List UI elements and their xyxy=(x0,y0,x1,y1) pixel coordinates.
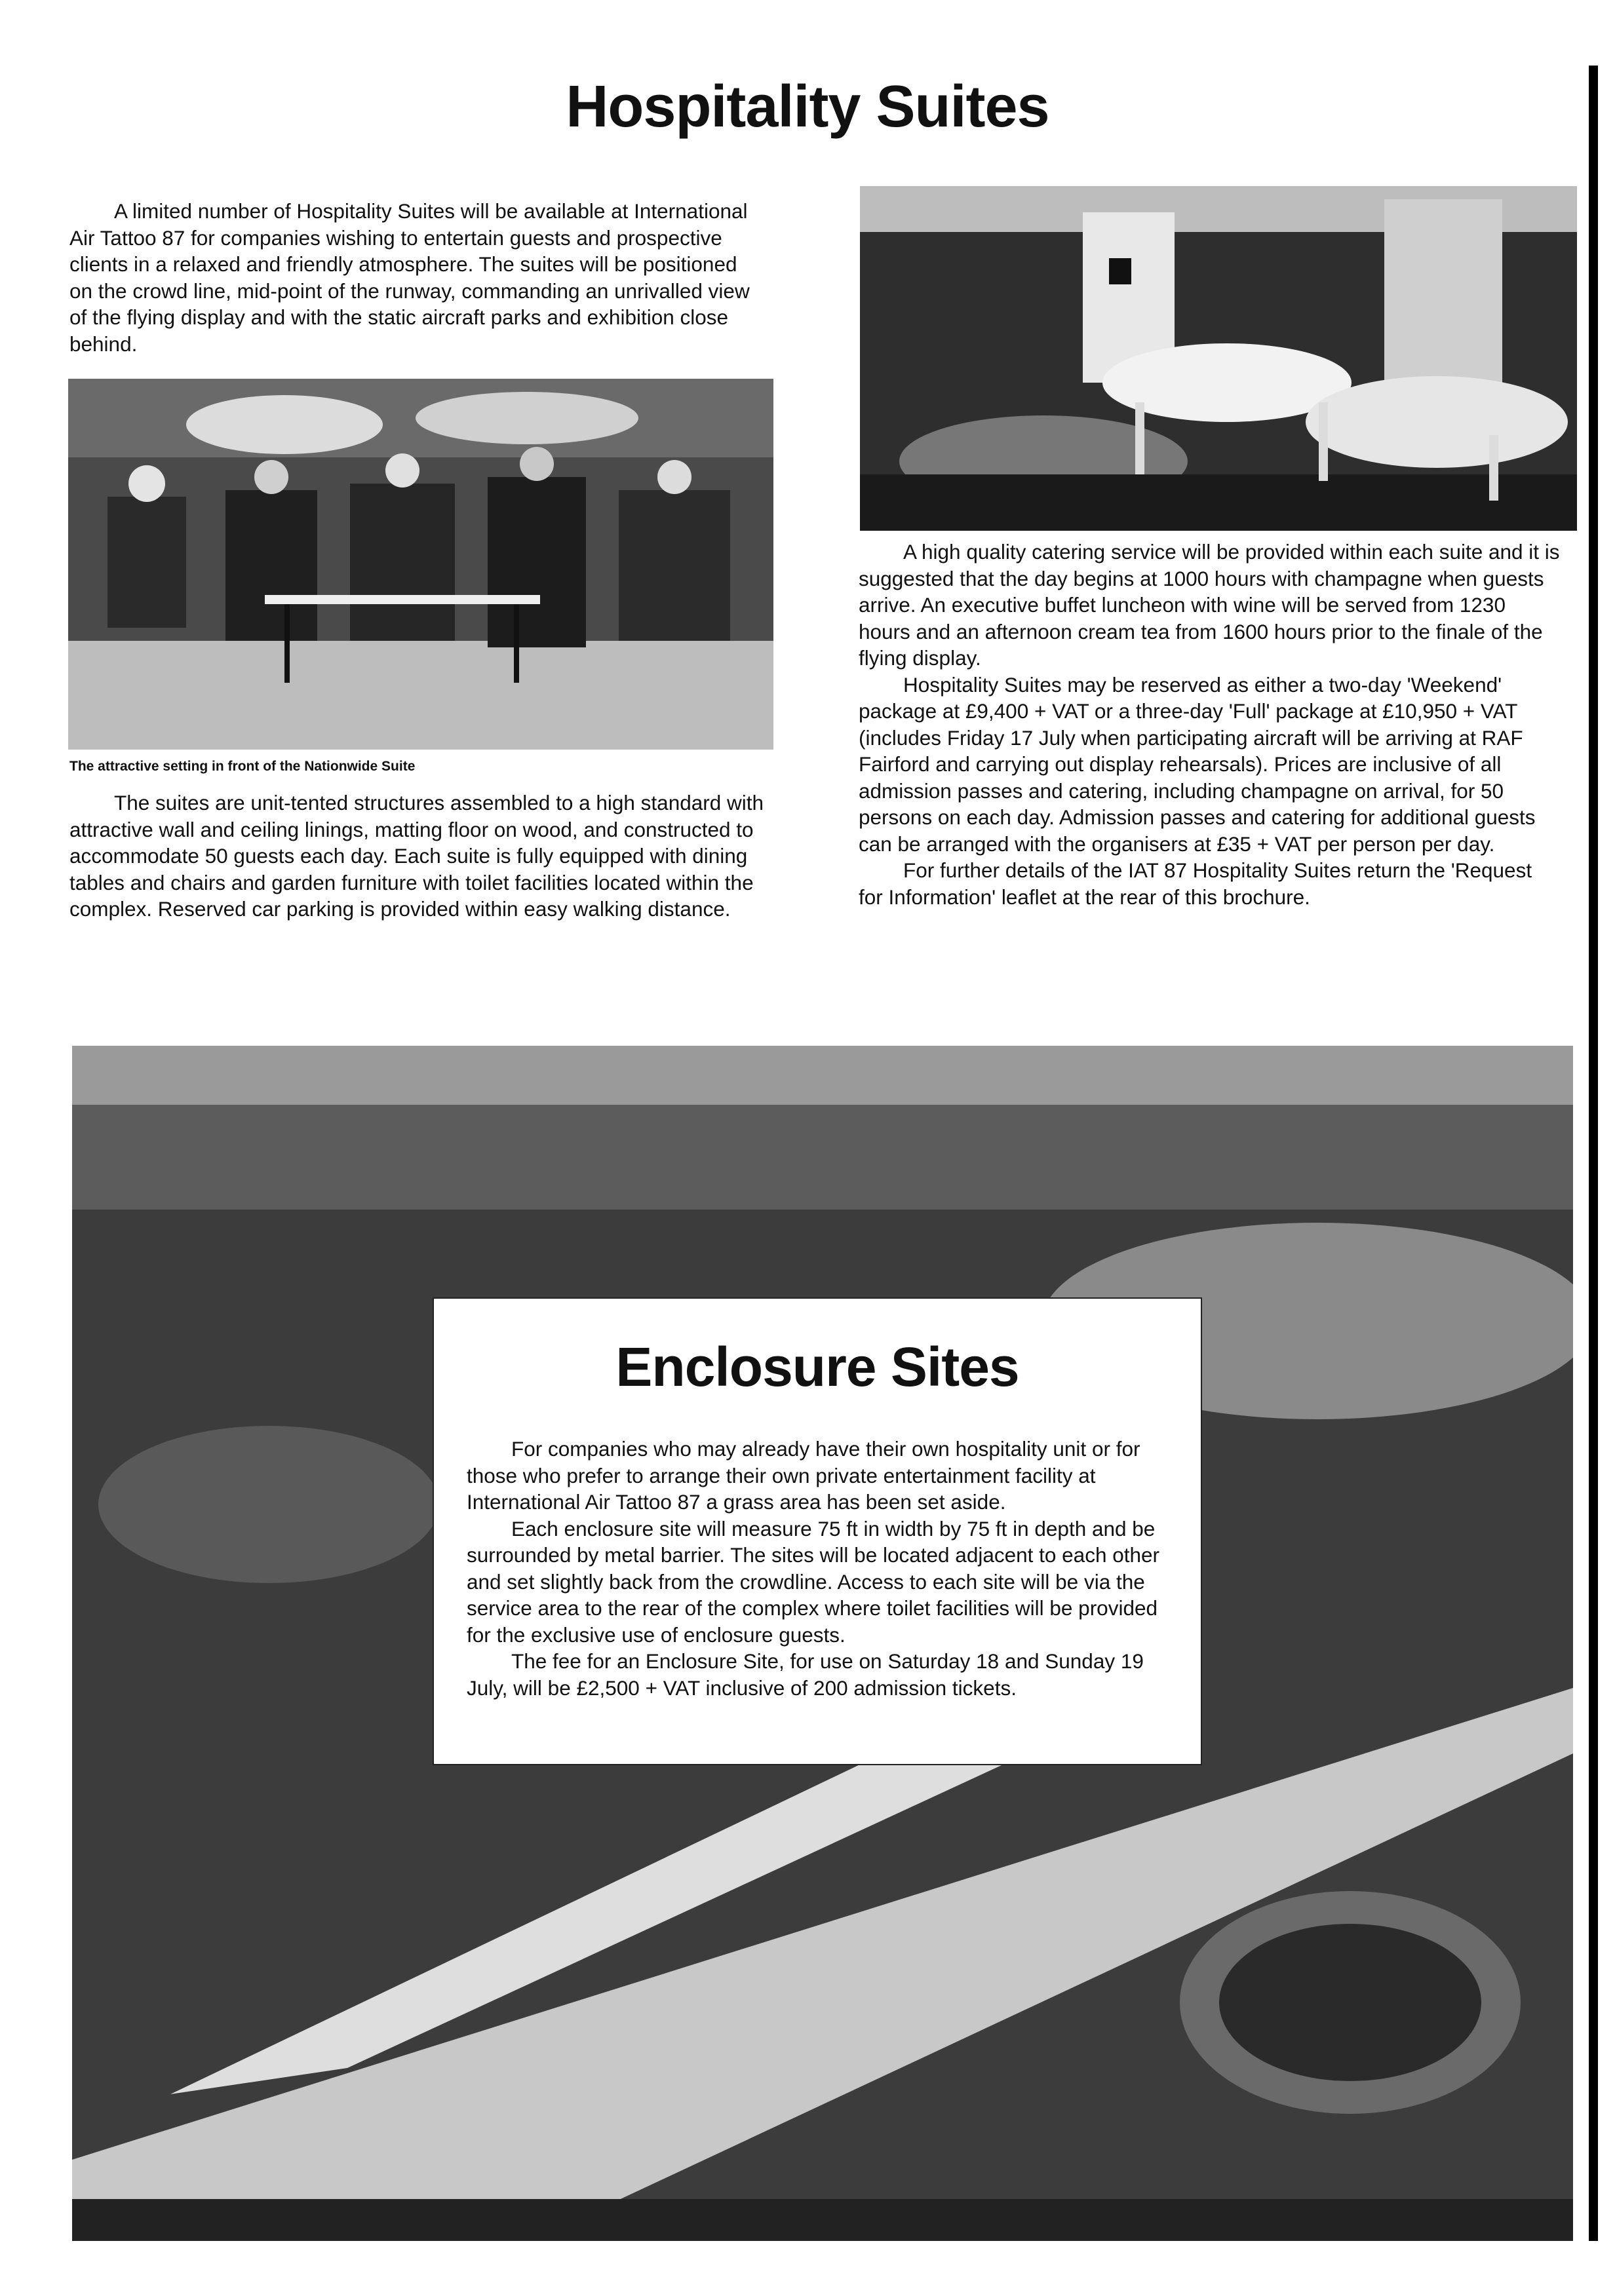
hospitality-intro: A limited number of Hospitality Suites will be available at International Air Tattoo 87 for companies wishing to entertain guests and prospective clients in a relaxed and friendly atmosphere. The suites will be positioned on the crowd line, mid-point of the runway, commanding an unrivalled view of the flying display and with the static aircraft parks and exhibition close behind. xyxy=(69,199,750,356)
hospitality-right-column xyxy=(859,539,1561,910)
photo-caption: The attractive setting in front of the Nationwide Suite xyxy=(69,759,416,774)
catering-paragraph: A high quality catering service will be provided within each suite and it is suggested that the day begins at 1000 hours with champagne when guests arrive. An executive buffet luncheon with wine will be served from 1230 hours and an afternoon cream tea from 1600 hours prior to the finale of the flying display. xyxy=(859,540,1560,670)
further-details-paragraph: For further details of the IAT 87 Hospitality Suites return the 'Request for Information' leaflet at the rear of this brochure. xyxy=(859,858,1532,909)
page-title: Hospitality Suites xyxy=(566,74,1049,140)
enclosure-paragraph-2: Each enclosure site will measure 75 ft in width by 75 ft in depth and be surrounded by metal barrier. The sites will be located adjacent to each other and set slightly back from the crowdline. Access to each site will be via the service area to the rear of the complex where toilet facilities will be provided for the exclusive use of enclosure guests. xyxy=(467,1516,1160,1647)
enclosure-text xyxy=(434,1436,1201,1701)
nationwide-suite-photo xyxy=(68,379,773,750)
enclosure-title: Enclosure Sites xyxy=(615,1336,1019,1398)
enclosure-paragraph-3: The fee for an Enclosure Site, for use on Saturday 18 and Sunday 19 July, will be £2,500 + VAT inclusive of 200 admission tickets. xyxy=(467,1649,1144,1700)
enclosure-sites-box xyxy=(433,1297,1202,1765)
enclosure-paragraph-1: For companies who may already have their own hospitality unit or for those who prefer to arrange their own private entertainment facility at International Air Tattoo 87 a grass area has been set aside. xyxy=(467,1437,1140,1514)
dining-suite-photo xyxy=(860,186,1577,531)
suites-description: The suites are unit-tented structures assembled to a high standard with attractive wall and ceiling linings, matting floor on wood, and constructed to accommodate 50 guests each day. Each suite is fully equipped with dining tables and chairs and garden furniture with toilet facilities located within the complex. Reserved car parking is provided within easy walking distance. xyxy=(69,791,764,921)
page-edge-bar xyxy=(1589,66,1598,2241)
packages-paragraph: Hospitality Suites may be reserved as either a two-day 'Weekend' package at £9,400 + VAT or a three-day 'Full' package at £10,950 + VAT (includes Friday 17 July when participating aircraft will be arriving at RAF Fairford and carrying out display rehearsals). Prices are inclusive of all admission passes and catering, including champagne on arrival, for 50 persons on each day. Admission passes and catering for additional guests can be arranged with the organisers at £35 + VAT per person per day. xyxy=(859,672,1536,856)
